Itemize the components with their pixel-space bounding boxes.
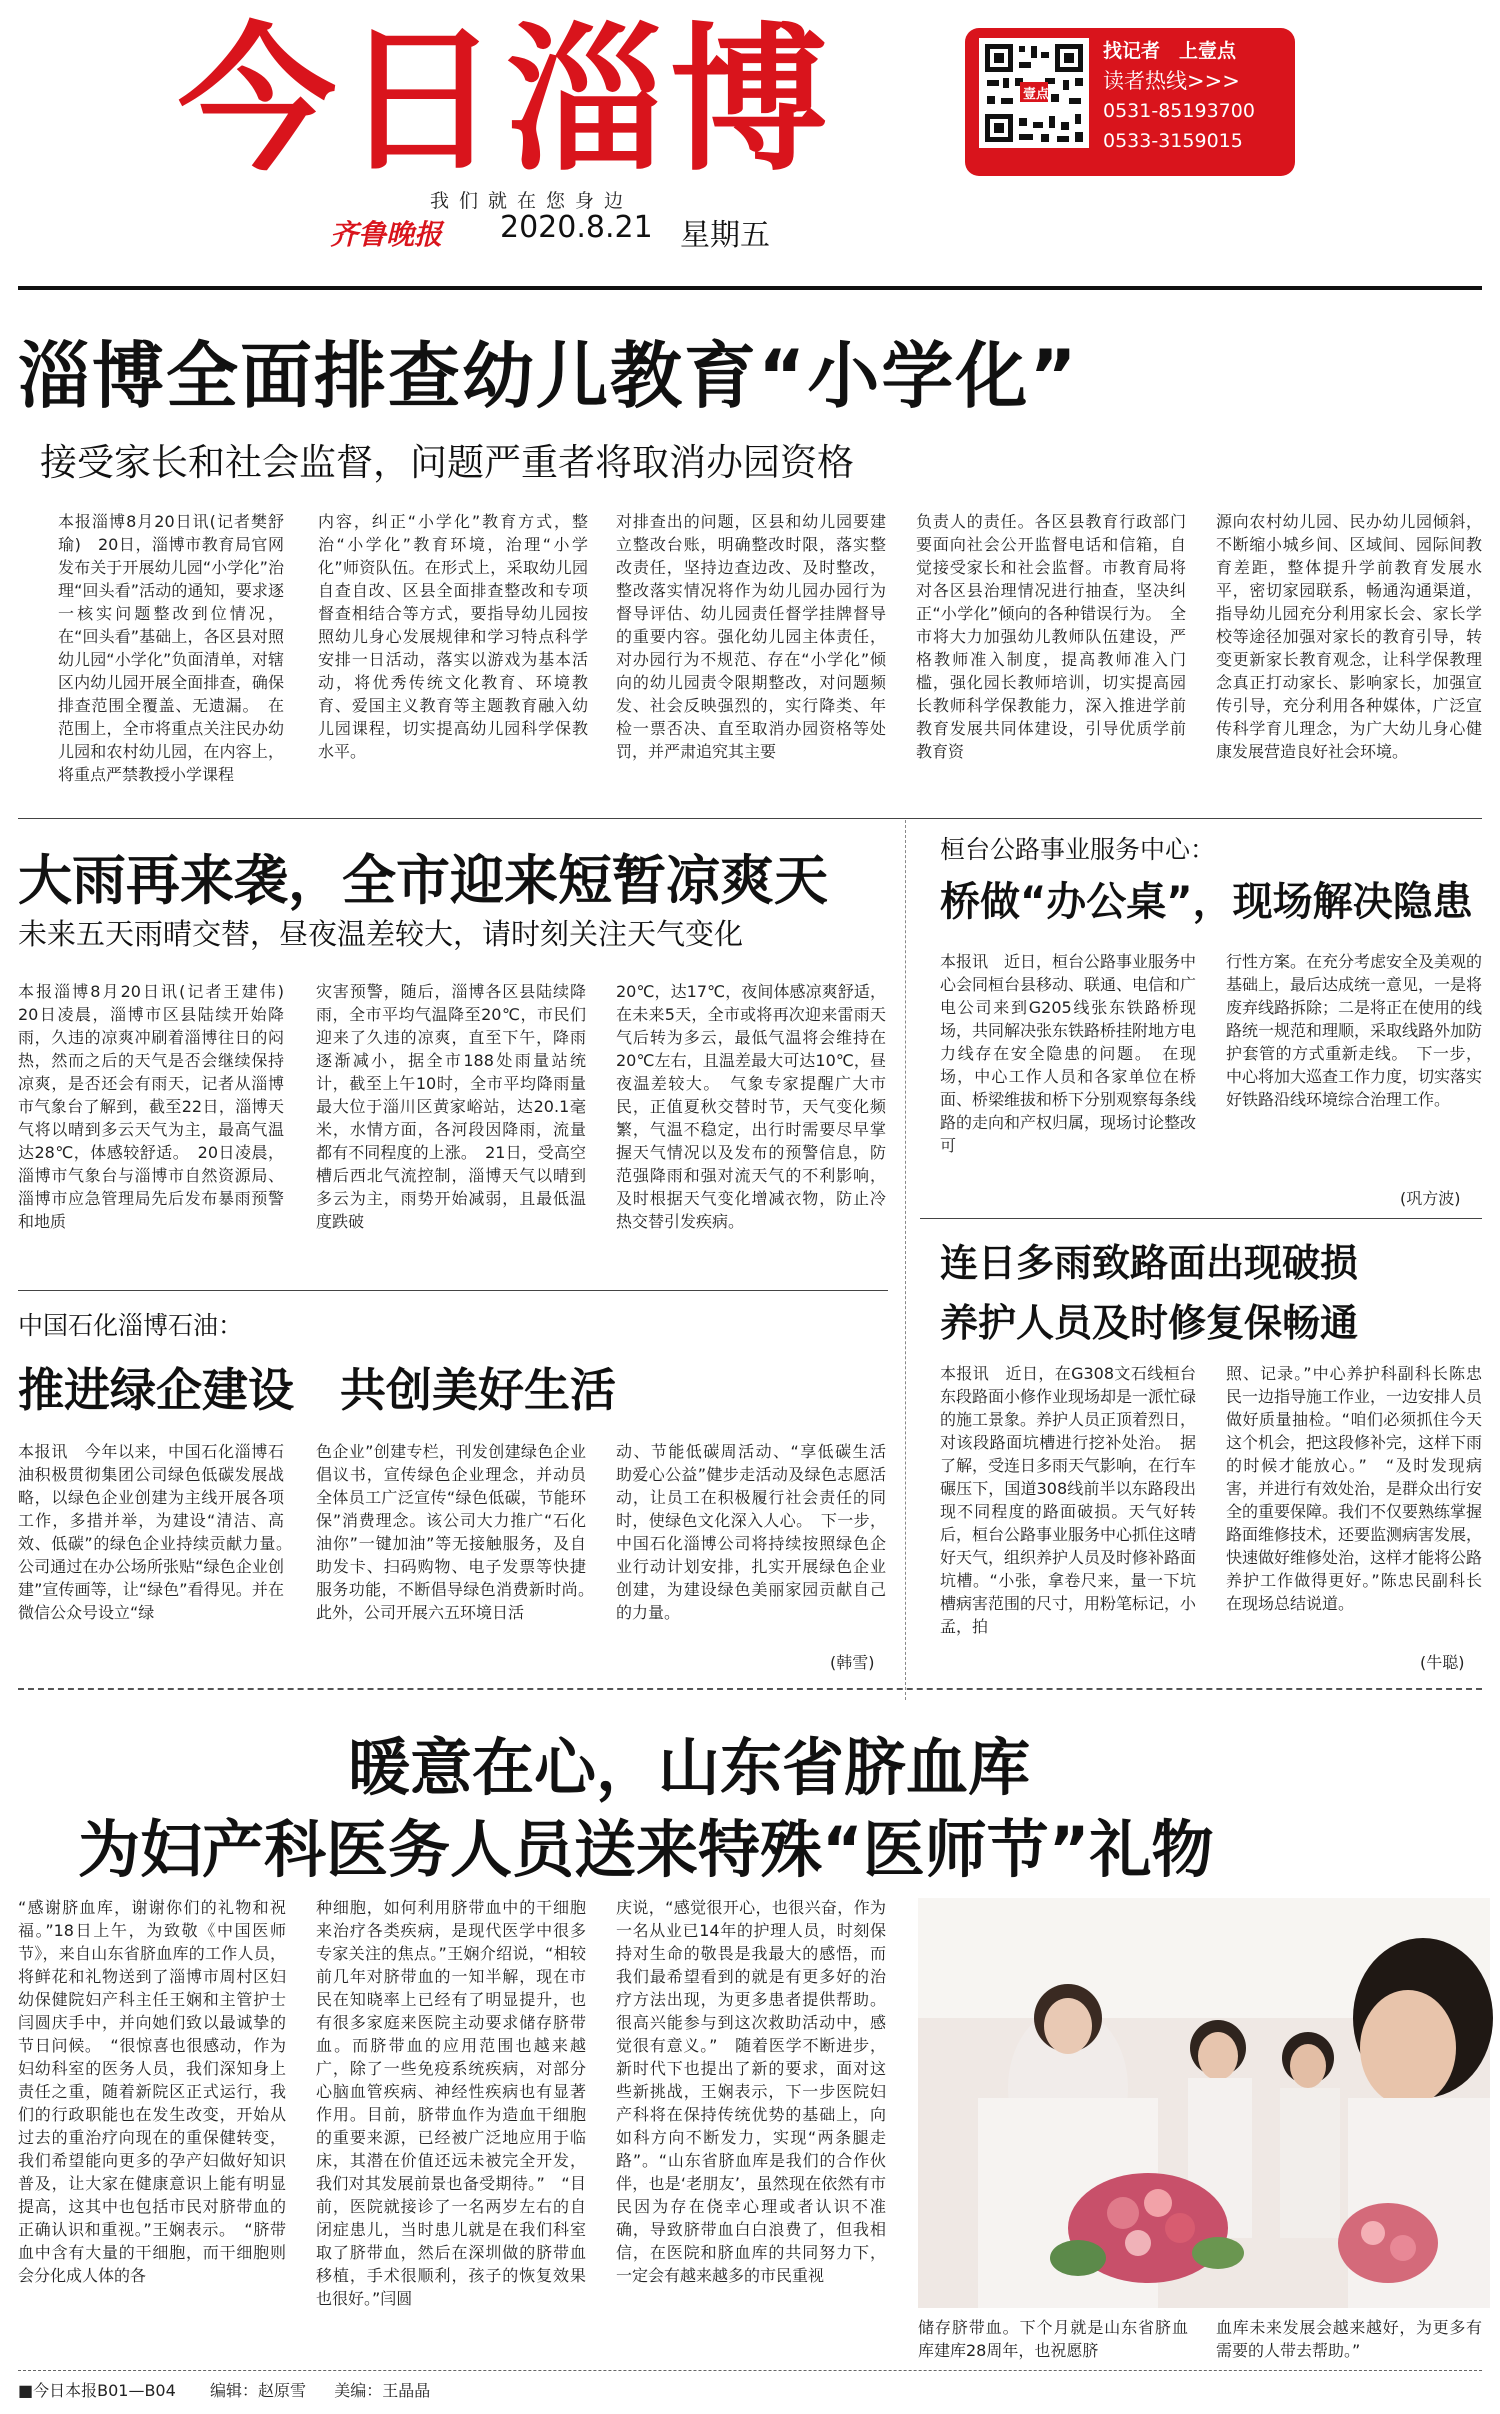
article4-col-3: 动、节能低碳周活动、“享低碳生活 助爱心公益”健步走活动及绿色志愿活动，让员工在积极履行社会责任的同时，使绿色文化深入人心。 下一步，中国石化淄博公司将持续按照绿色企业行动计划安排，扎实开展绿色企业创建，为建设绿色美丽家园贡献自己的力量。 <box>616 1442 903 1622</box>
article1-col-5: 源向农村幼儿园、民办幼儿园倾斜，不断缩小城乡间、区域间、园际间教育差距，整体提升学前教育发展水平，密切家园联系，畅通沟通渠道，指导幼儿园充分利用家长会、家长学校等途径加强对家长的教育引导，转变更新家长教育观念，让科学保教理念真正打动家长、影响家长，加强宣传引导，充分利用各种媒体，广泛宣传科学育儿理念，为广大幼儿身心健康发展营造良好社会环境。 <box>1216 512 1482 761</box>
hotline-phone-2: 0533-3159015 <box>1103 130 1243 152</box>
photo-caption-left: 储存脐带血。下个月就是山东省脐血库建库28周年，也祝愿脐 <box>918 2318 1188 2360</box>
hotline-phone-1: 0531-85193700 <box>1103 100 1255 122</box>
article2-col-2: 灾害预警，随后，淄博各区县陆续降雨，全市平均气温降至20℃，市民们迎来了久违的凉爽，直至下午，降雨逐渐减小，据全市188处雨量站统计，截至上午10时，全市平均降雨量最大位于淄川区黄家峪站，达20.1毫米，水情方面，各河段因降雨，流量都有不同程度的上涨。 21日，受高空槽后西北气流控制，淄博天气以晴到多云为主，雨势开始减弱，且最低温度跌破 <box>316 982 586 1231</box>
footer <box>18 2378 430 2401</box>
article5-headline-1: 连日多雨致路面出现破损 <box>940 1241 1359 1285</box>
footer-rule <box>18 2370 1482 2371</box>
article1-headline: 淄博全面排查幼儿教育“小学化” <box>18 334 1079 418</box>
masthead-slogan: 我们就在您身边 <box>430 190 634 212</box>
footer-design: 美编：王晶晶 <box>334 2381 431 2400</box>
article4-rule <box>18 1290 888 1291</box>
column-divider <box>905 820 906 1700</box>
article3-author: (巩方波) <box>1400 1189 1461 1208</box>
masthead-rule <box>18 286 1482 290</box>
qr-code <box>979 38 1089 148</box>
article3-col-1: 本报讯 近日，桓台公路事业服务中心会同桓台县移动、联通、电信和广电公司来到G205线张东铁路桥现场，共同解决张东铁路桥挂附地方电力线存在安全隐患的问题。 在现场，中心工作人员和各家单位在桥面、桥梁维拔和桥下分别观察每条线路的走向和产权归属，现场讨论整改可 <box>940 952 1197 1155</box>
masthead-title: 今日淄博 <box>178 8 834 193</box>
article2-col-1: 本报淄博8月20日讯(记者王建伟) 20日凌晨，淄博市区县陆续开始降雨，久违的凉爽冲刷着淄博往日的闷热，然而之后的天气是否会继续保持凉爽，是否还会有雨天，记者从淄博市气象台了解到，截至22日，淄博天气将以晴到多云天气为主，最高气温达28℃，体感较舒适。 20日凌晨，淄博市气象台与淄博市自然资源局、淄博市应急管理局先后发布暴雨预警和地质 <box>18 982 301 1231</box>
footer-page: ■今日本报B01—B04 <box>18 2381 176 2400</box>
article5-col-1: 本报讯 近日，在G308文石线桓台东段路面小修作业现场却是一派忙碌的施工景象。养护人员正顶着烈日，对该段路面坑槽进行挖补处治。 据了解，受连日多雨天气影响，在行车碾压下，国道308线前半以东路段出现不同程度的路面破损。天气好转后，桓台公路事业服务中心抓住这晴好天气，组织养护人员及时修补路面坑槽。“小张，拿卷尺来，量一下坑槽病害范围的尺寸，用粉笔标记，小孟，拍 <box>940 1364 1197 1636</box>
newspaper-brand: 齐鲁晚报 <box>330 218 443 251</box>
article6-col-1: “感谢脐血库，谢谢你们的礼物和祝福。”18日上午，为致敬《中国医师节》，来自山东省脐血库的工作人员，将鲜花和礼物送到了淄博市周村区妇幼保健院妇产科主任王娴和主管护士闫圆庆手中，并向她们致以最诚挚的节日问候。 “很惊喜也很感动，作为妇幼科室的医务人员，我们深知身上责任之重，随着新院区正式运行，我们的行政职能也在发生改变，开始从过去的重治疗向现在的重保健转变，我们希望能向更多的孕产妇做好知识普及，让大家在健康意识上能有明显提高，这其中也包括市民对脐带血的正确认识和重视。”王娴表示。 “脐带血中含有大量的干细胞，而干细胞则会分化成人体的各 <box>18 1898 286 2285</box>
photo-caption-right: 血库未来发展会越来越好，为更多有需要的人带去帮助。” <box>1216 2318 1482 2360</box>
article4-author: (韩雪) <box>830 1653 875 1672</box>
contact-box <box>965 28 1295 176</box>
article3-headline: 桥做“办公桌”，现场解决隐患 <box>940 879 1473 925</box>
event-photo <box>918 1898 1490 2308</box>
article4-label: 中国石化淄博石油： <box>18 1311 244 1340</box>
article2-col-3: 20℃，达17℃，夜间体感凉爽舒适，在未来5天，全市或将再次迎来雷雨天气后转为多云，最低气温将会维持在20℃左右，且温差最大可达10℃，昼夜温差较大。 气象专家提醒广大市民，正值夏秋交替时节，天气变化频繁，气温不稳定，出行时需要尽早掌握天气情况以及发布的预警信息，防范强降雨和强对流天气的不利影响，及时根据天气变化增减衣物，防止冷热交替引发疾病。 <box>616 982 886 1231</box>
article5-headline-2: 养护人员及时修复保畅通 <box>940 1301 1359 1345</box>
footer-editor: 编辑：赵原雪 <box>209 2381 306 2400</box>
article2-headline: 大雨再来袭，全市迎来短暂凉爽天 <box>18 849 828 912</box>
contact-slogan: 找记者 上壹点 <box>1103 40 1237 62</box>
article3-label: 桓台公路事业服务中心： <box>940 835 1216 864</box>
article1-col-2: 内容，纠正“小学化”教育方式，整治“小学化”教育环境，治理“小学化”师资队伍。在形式上，采取幼儿园自查自改、区县全面排查整改和专项督查相结合等方式，要指导幼儿园按照幼儿身心发展规律和学习特点科学安排一日活动，落实以游戏为基本活动，将优秀传统文化教育、环境教育、爱国主义教育等主题教育融入幼儿园课程，切实提高幼儿园科学保教水平。 <box>318 512 588 761</box>
article1-rule <box>18 818 1482 819</box>
article4-col-2: 色企业”创建专栏，刊发创建绿色企业倡议书，宣传绿色企业理念，并动员全体员工广泛宣传“绿色低碳，节能环保”消费理念。该公司大力推广“石化油你”一键加油”等无接触服务，及自助发卡、扫码购物、电子发票等快捷服务功能，不断倡导绿色消费新时尚。 此外，公司开展六五环境日活 <box>316 1442 603 1622</box>
article6-col-3: 庆说，“感觉很开心，也很兴奋，作为一名从业已14年的护理人员，时刻保持对生命的敬畏是我最大的感悟，而我们最希望看到的就是有更多好的治疗方法出现，为更多患者提供帮助。很高兴能参与到这次救助活动中，感觉很有意义。” 随着医学不断进步，新时代下也提出了新的要求，面对这些新挑战，王娴表示，下一步医院妇产科将在保持传统优势的基础上，向如科方向不断发力，实现“两条腿走路”。“山东省脐血库是我们的合作伙伴，也是‘老朋友’，虽然现在依然有市民因为存在侥幸心理或者认识不准确，导致脐带血白白浪费了，但我相信，在医院和脐血库的共同努力下，一定会有越来越多的市民重视 <box>616 1898 886 2285</box>
article3-col-2: 行性方案。在充分考虑安全及美观的基础上，最后达成统一意见，一是将废弃线路拆除；二是将正在使用的线路统一规范和理顺，采取线路外加防护套管的方式重新走线。 下一步，中心将加大巡查工作力度，切实落实好铁路沿线环境综合治理工作。 <box>1226 952 1483 1109</box>
article1-subhead: 接受家长和社会监督，问题严重者将取消办园资格 <box>40 441 854 484</box>
article1-col-1: 本报淄博8月20日讯(记者樊舒瑜) 20日，淄博市教育局官网发布关于开展幼儿园“小学化”治理“回头看”活动的通知，要求逐一核实问题整改到位情况，在“回头看”基础上，各区县对照幼儿园“小学化”负面清单，对辖区内幼儿园开展全面排查，确保排查范围全覆盖、无遗漏。 在范围上，全市将重点关注民办幼儿园和农村幼儿园，在内容上，将重点严禁教授小学课程 <box>58 512 284 784</box>
article6-top-rule <box>18 1688 1482 1690</box>
article5-col-2: 照、记录。”中心养护科副科长陈忠民一边指导施工作业，一边安排人员做好质量抽检。“咱们必须抓住今天这个机会，把这段修补完，这样下雨的时候才能放心。” “及时发现病害，并进行有效处治，是群众出行安全的重要保障。我们不仅要熟练掌握路面维修技术，还要监测病害发展，快速做好维修处治，这样才能将公路养护工作做得更好。”陈忠民副科长在现场总结说道。 <box>1226 1364 1483 1613</box>
article6-col-2: 种细胞，如何利用脐带血中的干细胞来治疗各类疾病，是现代医学中很多专家关注的焦点。”王娴介绍说，“相较前几年对脐带血的一知半解，现在市民在知晓率上已经有了明显提升，也有很多家庭来医院主动要求储存脐带血。而脐带血的应用范围也越来越广，除了一些免疫系统疾病，对部分心脑血管疾病、神经性疾病也有显著作用。目前，脐带血作为造血干细胞的重要来源，已经被广泛地应用于临床，其潜在价值还远未被完全开发，我们对其发展前景也备受期待。” “目前，医院就接诊了一名两岁左右的自闭症患儿，当时患儿就是在我们科室取了脐带血，然后在深圳做的脐带血移植，手术很顺利，孩子的恢复效果也很好。”闫圆 <box>316 1898 586 2308</box>
article1-col-4: 负责人的责任。各区县教育行政部门要面向社会公开监督电话和信箱，自觉接受家长和社会监督。市教育局将对各区县治理情况进行抽查，坚决纠正“小学化”倾向的各种错误行为。 全市将大力加强幼儿教师队伍建设，严格教师准入制度，提高教师准入门槛，强化园长教师培训，切实提高园长教师科学保教能力，深入推进学前教育发展共同体建设，引导优质学前教育资 <box>916 512 1186 761</box>
issue-date: 2020.8.21 <box>500 210 653 245</box>
article4-col-1: 本报讯 今年以来，中国石化淄博石油积极贯彻集团公司绿色低碳发展战略，以绿色企业创建为主线开展各项工作，多措并举，为建设“清洁、高效、低碳”的绿色企业持续贡献力量。 公司通过在办公场所张贴“绿色企业创建”宣传画等，让“绿色”看得见。并在微信公众号设立“绿 <box>18 1442 301 1622</box>
article4-headline: 推进绿企建设 共创美好生活 <box>18 1363 616 1417</box>
article6-headline-2: 为妇产科医务人员送来特殊“医师节”礼物 <box>78 1813 1214 1886</box>
article2-subhead: 未来五天雨晴交替，昼夜温差较大，请时刻关注天气变化 <box>18 917 744 951</box>
article1-col-3: 对排查出的问题，区县和幼儿园要建立整改台账，明确整改时限，落实整改责任，坚持边查边改、及时整改，整改落实情况将作为幼儿园办园行为督导评估、幼儿园责任督学挂牌督导的重要内容。强化幼儿园主体责任，对办园行为不规范、存在“小学化”倾向的幼儿园责令限期整改，对问题频发、社会反映强烈的，实行降类、年检一票否决、直至取消办园资格等处罚，并严肃追究其主要 <box>616 512 886 761</box>
issue-weekday: 星期五 <box>680 218 770 253</box>
article3-rule <box>920 1218 1482 1219</box>
qr-label: 壹点 <box>1023 87 1050 102</box>
article5-author: (牛聪) <box>1420 1653 1465 1672</box>
article6-headline-1: 暖意在心，山东省脐血库 <box>348 1731 1031 1804</box>
hotline-label: 读者热线>>> <box>1103 69 1240 93</box>
